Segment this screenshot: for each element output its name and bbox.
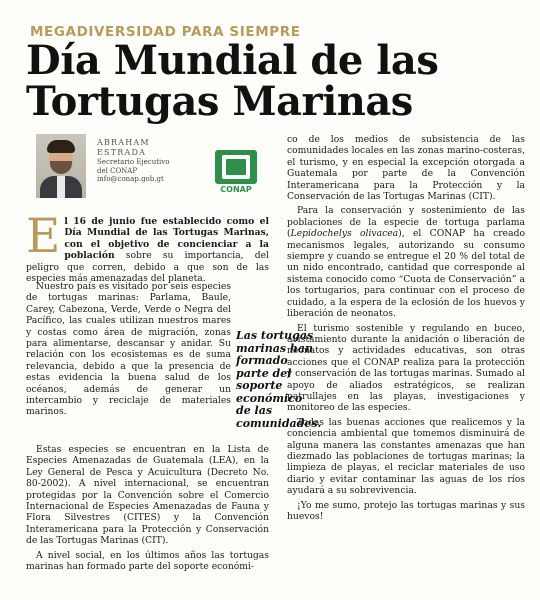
- headline-line-2: Tortugas Marinas: [26, 78, 413, 125]
- body-column-2: [287, 134, 525, 522]
- paragraph-actions: Todas las buenas acciones que realicemos y la conciencia ambiental que tomemos disminuirá de alguna manera las constantes amenazas que han diezmado las poblaciones de tortugas marinas; la limpieza de playas, el reciclar materiales de uso diario y evitar contaminar las aguas de los ríos ayudará a su sobrevivencia.: [287, 416, 525, 497]
- paragraph-closing: ¡Yo me sumo, protejo las tortugas marinas y sus huevos!: [287, 499, 525, 522]
- paragraph-conservation: Para la conservación y sostenimiento de las poblaciones de la especie de tortuga parlama (Lepidochelys olivacea), el CONAP ha creado mecanismos legales, autorizando su consumo siempre y cuando se entregue el 20 % del total de un nido encontrado, cantidad que corresponde al sistema conocido como “Cuota de Conservación” a los tortugarios, para continuar con el proceso de cuidado, a la espera de la eclosión de los huevos y liberación de neonatos.: [287, 205, 525, 320]
- paragraph-social: A nivel social, en los últimos años las tortugas marinas han formado parte del soporte económi-: [26, 549, 269, 573]
- author-byline: [97, 138, 217, 184]
- article-headline: [26, 37, 526, 125]
- conap-logo-icon: [215, 150, 257, 184]
- body-paragraph-2: [26, 281, 231, 418]
- headline-line-1: Día Mundial de las: [26, 37, 439, 84]
- conap-logo-label: CONAP: [220, 185, 252, 194]
- body-column-1-bottom: [26, 444, 269, 572]
- lead-paragraph: [26, 209, 269, 285]
- paragraph-continuation: co de los medios de subsistencia de las comunidades locales en las zonas marino-costeras, el turismo, y en especial la excepción otorgada a Guatemala por parte de la Convención Interamericana para la Protección y la Conservación de las Tortugas Marinas (CIT).: [287, 134, 525, 203]
- author-last-name: ESTRADA: [97, 148, 147, 157]
- author-photo: [36, 134, 86, 198]
- author-first-name: ABRAHAM: [97, 138, 150, 147]
- species-name: Lepidochelys olivacea: [290, 228, 399, 240]
- author-email: info@conap.gob.gt: [97, 175, 164, 183]
- lead-bold-text: l 16 de junio fue establecido como el Día Mundial de las Tortugas Marinas, con el objetivo de concienciar a la población: [64, 216, 269, 262]
- conap-logo: [215, 150, 257, 192]
- paragraph-lists: Estas especies se encuentran en la Lista de Especies Amenazadas de Guatemala (LEA), en la Ley General de Pesca y Acuicultura (Decreto No. 80-2002). A nivel internacional, se encuentran protegidas por la Convención sobre el Comercio Internacional de Especies Amenazadas de Fauna y Flora Silvestres (CITES) y la Convención Interamericana para la Protección y Conservación de las Tortugas Marinas (CIT).: [26, 444, 269, 547]
- pull-quote: Las tortugas marinas han formado parte del soporte económico de las comunidades.: [236, 329, 322, 430]
- paragraph-tourism: El turismo sostenible y regulando en buceo, avistamiento durante la anidación o liberación de neonatos y actividades educativas, son otras acciones que el CONAP realiza para la protección y conservación de las tortugas marinas. Sumado al apoyo de aliados estratégicos, se realizan patrullajes en las playas, investigaciones y monitoreo de las especies.: [287, 322, 525, 414]
- author-org: del CONAP: [97, 166, 138, 175]
- paragraph-species: Nuestro país es visitado por seis especies de tortugas marinas: Parlama, Baule, Carey, Cabezona, Verde, Verde o Negra del Pacífico, las cuales utilizan nuestros mares y costas como área de migración, zonas para alimentarse, descansar y anidar. Su relación con los ecosistemas es de suma relevancia, debido a que la presencia de estas evidencia la buena salud de los océanos, además de generar un intercambio y reciclaje de materiales marinos.: [26, 281, 231, 418]
- section-kicker: MEGADIVERSIDAD PARA SIEMPRE: [30, 24, 301, 40]
- drop-cap: E: [26, 209, 61, 264]
- author-role: Secretario Ejecutivo: [97, 158, 170, 166]
- lead-rest-text: sobre su importancia, del peligro que corren, debido a que son de las especies más amenazadas del planeta.: [26, 250, 269, 285]
